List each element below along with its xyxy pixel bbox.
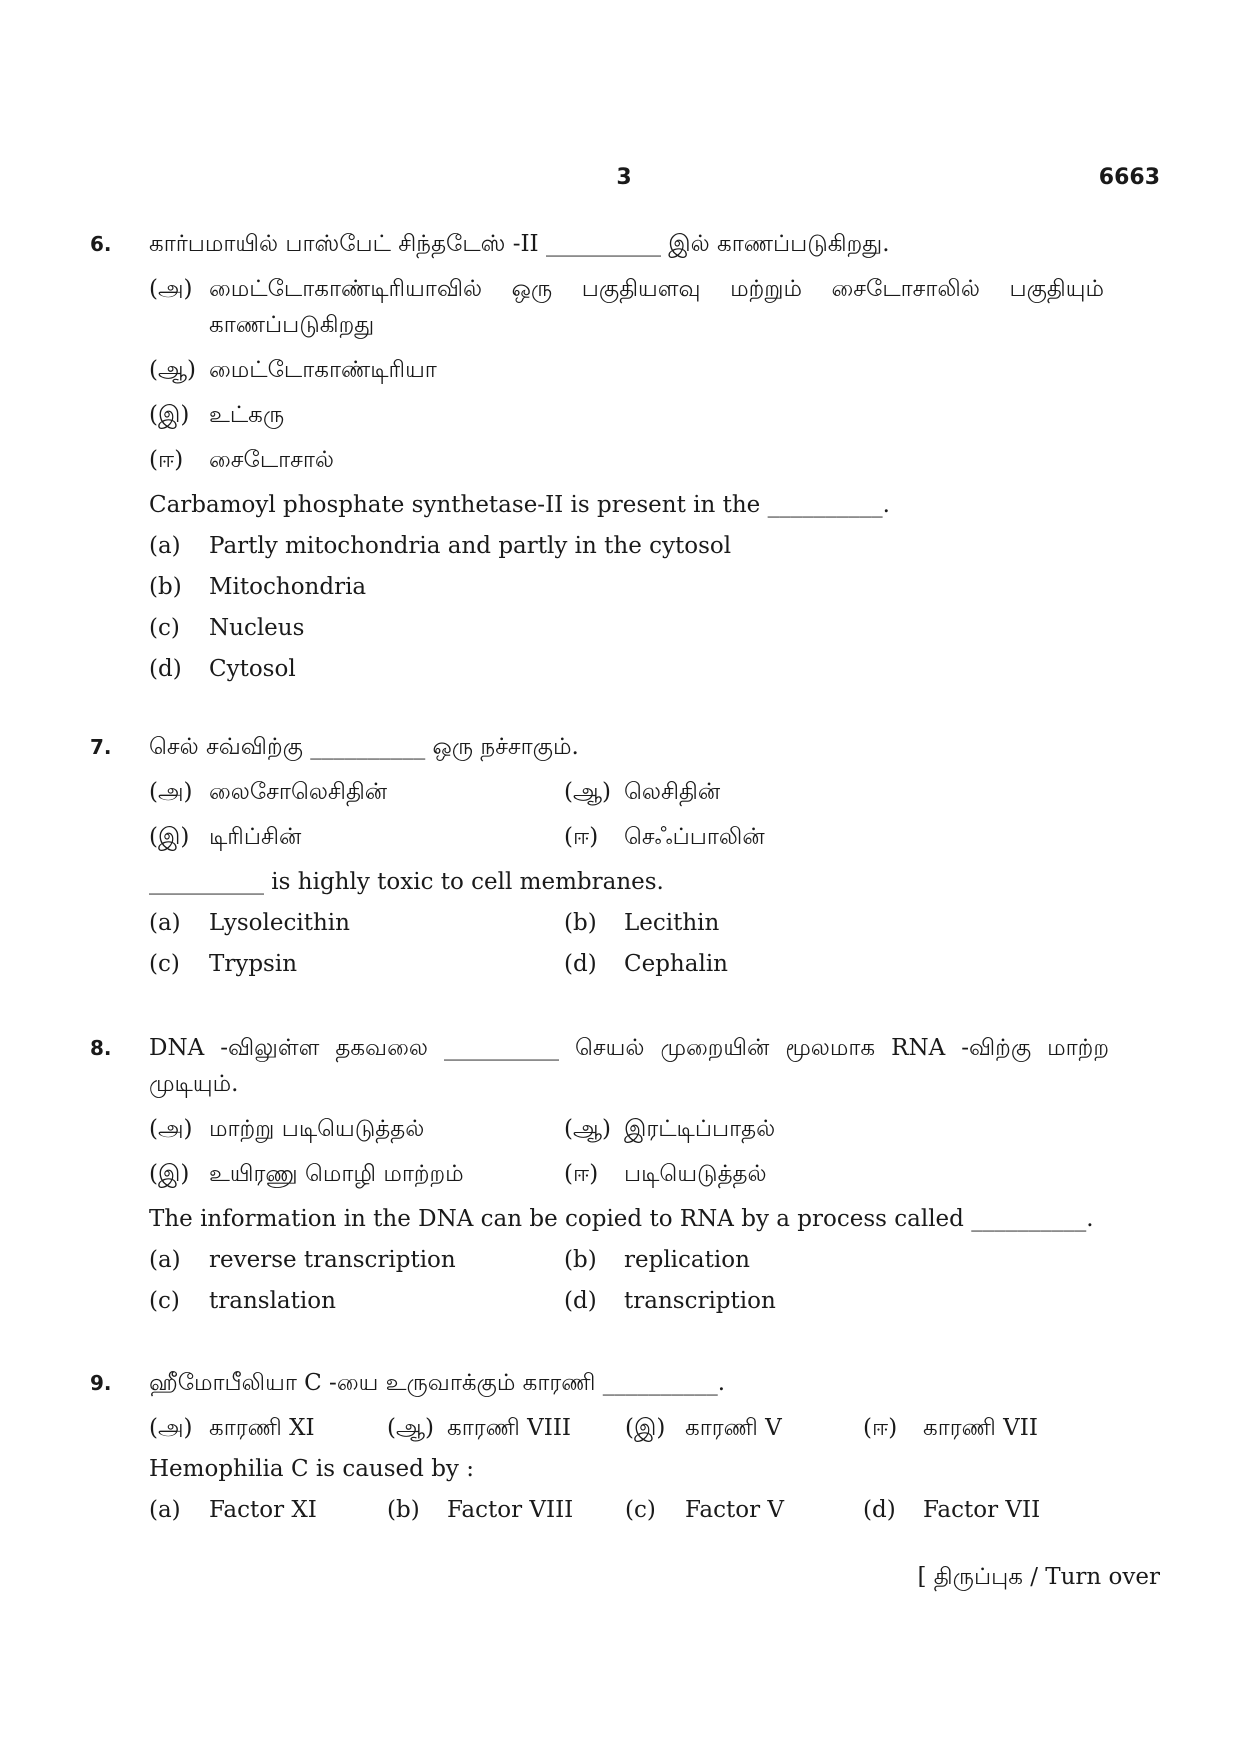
option-label: (a) [149,533,181,559]
option-label: (d) [863,1497,896,1523]
option-label: (ஈ) [863,1415,898,1441]
option-label: (c) [625,1497,656,1523]
option-label: (ஈ) [149,447,184,473]
english-stem: The information in the DNA can be copied to RNA by a process called __________. [149,1206,1094,1232]
tamil-option-b [149,352,1104,388]
english-option-b [564,1242,979,1278]
option-text: reverse transcription [209,1247,456,1273]
tamil-stem: கார்பமாயில் பாஸ்பேட் சிந்தடேஸ் -II __________ இல் காணப்படுகிறது. [149,231,890,257]
option-label: (ஆ) [564,1116,612,1142]
options-row [149,1283,1109,1319]
option-text: Factor VIII [447,1497,574,1523]
options-row [149,528,1109,564]
option-label: (a) [149,910,181,936]
option-label: (ஆ) [149,357,197,383]
options-row [149,271,1109,343]
english-stem: Hemophilia C is caused by : [149,1456,474,1482]
options-row [149,1492,1109,1528]
question-number: 6. [90,232,112,256]
tamil-option-c [625,1410,863,1446]
option-label: (ஆ) [387,1415,435,1441]
tamil-stem: DNA -விலுள்ள தகவலை __________ செயல் முறையின் மூலமாக RNA -விற்கு மாற்ற முடியும். [149,1035,1109,1097]
question-6 [90,226,1150,692]
option-text: Lecithin [624,910,720,936]
english-stem: Carbamoyl phosphate synthetase-II is present in the __________. [149,492,890,518]
option-text: Mitochondria [209,574,367,600]
options-row [149,1156,1109,1192]
question-body [149,1030,1109,1319]
english-option-c [149,610,1104,646]
option-text: காரணி V [685,1415,782,1441]
option-text: Cytosol [209,656,296,682]
options-row [149,946,1109,982]
tamil-option-c [149,819,564,855]
option-label: (அ) [149,779,193,805]
option-text: Factor VII [923,1497,1041,1523]
english-option-c [149,946,564,982]
turn-over-note: [ திருப்புக / Turn over [917,1564,1160,1590]
english-option-a [149,1242,564,1278]
tamil-stem: ஹீமோபீலியா C -யை உருவாக்கும் காரணி __________. [149,1370,726,1396]
question-number: 9. [90,1371,112,1395]
option-text: replication [624,1247,750,1273]
english-option-d [149,651,1104,687]
tamil-option-d [564,1156,979,1192]
options-row [149,1242,1109,1278]
option-text: சைடோசால் [209,447,334,473]
option-label: (அ) [149,1415,193,1441]
option-text: மைட்டோகாண்டிரியா [209,357,437,383]
options-row [149,569,1109,605]
option-text: மைட்டோகாண்டிரியாவில் ஒரு பகுதியளவு மற்றும் சைடோசாலில் பகுதியும் காணப்படுகிறது [209,276,1104,338]
option-label: (d) [149,656,182,682]
option-text: செஃப்பாலின் [624,824,765,850]
option-text: காரணி XI [209,1415,315,1441]
option-text: transcription [624,1288,776,1314]
option-label: (இ) [625,1415,666,1441]
english-option-d [863,1492,1101,1528]
page-number: 3 [616,165,632,190]
english-option-d [564,946,979,982]
question-7 [90,729,1150,987]
option-label: (ஈ) [564,1161,599,1187]
options-row [149,610,1109,646]
option-label: (a) [149,1247,181,1273]
option-label: (c) [149,951,180,977]
english-option-a [149,905,564,941]
options-row [149,1111,1109,1147]
english-option-c [149,1283,564,1319]
tamil-option-a [149,1410,387,1446]
english-option-b [564,905,979,941]
option-label: (ஈ) [564,824,599,850]
option-text: translation [209,1288,336,1314]
option-label: (d) [564,951,597,977]
question-body [149,1365,1109,1528]
option-label: (b) [564,1247,597,1273]
options-row [149,651,1109,687]
tamil-option-c [149,397,1104,433]
option-label: (ஆ) [564,779,612,805]
options-row [149,442,1109,478]
option-text: Nucleus [209,615,305,641]
english-option-b [149,569,1104,605]
options-row [149,352,1109,388]
option-text: Partly mitochondria and partly in the cytosol [209,533,732,559]
option-text: காரணி VIII [447,1415,571,1441]
option-text: லைசோலெசிதின் [209,779,388,805]
option-label: (அ) [149,1116,193,1142]
question-9 [90,1365,1150,1533]
option-text: படியெடுத்தல் [624,1161,767,1187]
english-option-a [149,1492,387,1528]
options-row [149,905,1109,941]
option-label: (b) [564,910,597,936]
option-text: காரணி VII [923,1415,1038,1441]
option-label: (c) [149,1288,180,1314]
option-text: Factor V [685,1497,784,1523]
option-text: டிரிப்சின் [209,824,302,850]
option-text: மாற்று படியெடுத்தல் [209,1116,425,1142]
english-stem: __________ is highly toxic to cell membranes. [149,869,664,895]
option-label: (b) [149,574,182,600]
option-text: உட்கரு [209,402,285,428]
option-label: (b) [387,1497,420,1523]
options-row [149,1410,1109,1446]
question-8 [90,1030,1150,1324]
option-text: Cephalin [624,951,728,977]
tamil-option-b [564,1111,979,1147]
tamil-stem: செல் சவ்விற்கு __________ ஒரு நச்சாகும். [149,734,579,760]
tamil-option-a [149,1111,564,1147]
option-text: லெசிதின் [624,779,721,805]
tamil-option-d [564,819,979,855]
question-body [149,729,1109,982]
option-label: (c) [149,615,180,641]
option-label: (இ) [149,402,190,428]
question-number: 7. [90,735,112,759]
english-option-b [387,1492,625,1528]
option-text: Factor XI [209,1497,317,1523]
option-text: Trypsin [209,951,298,977]
paper-code: 6663 [1098,165,1160,190]
option-text: உயிரணு மொழி மாற்றம் [209,1161,464,1187]
option-label: (a) [149,1497,181,1523]
english-option-c [625,1492,863,1528]
tamil-option-a [149,774,564,810]
english-option-a [149,528,1104,564]
tamil-option-d [149,442,1104,478]
option-label: (இ) [149,1161,190,1187]
tamil-option-b [387,1410,625,1446]
option-text: இரட்டிப்பாதல் [624,1116,776,1142]
question-number: 8. [90,1036,112,1060]
tamil-option-b [564,774,979,810]
option-label: (d) [564,1288,597,1314]
question-body [149,226,1109,687]
option-text: Lysolecithin [209,910,350,936]
options-row [149,819,1109,855]
tamil-option-c [149,1156,564,1192]
english-option-d [564,1283,979,1319]
options-row [149,774,1109,810]
option-label: (இ) [149,824,190,850]
tamil-option-a [149,271,1104,343]
options-row [149,397,1109,433]
option-label: (அ) [149,276,193,302]
tamil-option-d [863,1410,1101,1446]
